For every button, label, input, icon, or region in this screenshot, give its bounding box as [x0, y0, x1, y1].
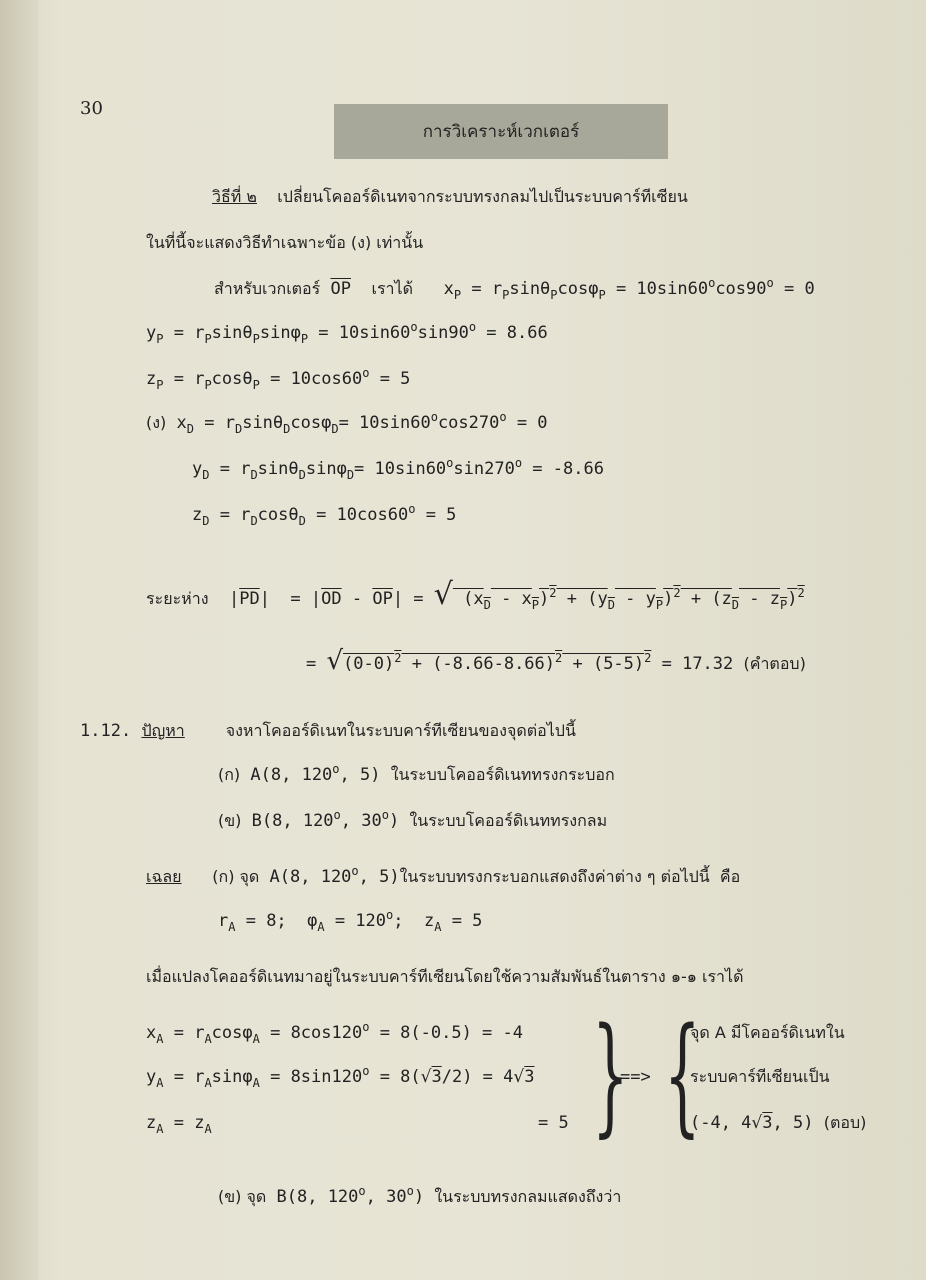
solution-b: (ข) จุด B(8, 120$^o$, 30$^o$) ในระบบทรงกลมแสดงถึงว่า — [218, 1184, 622, 1207]
method2-text: เปลี่ยนโคออร์ดิเนทจากระบบทรงกลมไปเป็นระบบคาร์ทีเซียน — [277, 187, 688, 206]
method2-label: วิธีที่ ๒ — [212, 187, 257, 206]
eq-ya: $y_A = r_A\sin\varphi_A = 8\sin 120^o = 8(√3/2) = 4√3$ — [146, 1064, 535, 1090]
op-line — [214, 278, 815, 300]
problem-text: จงหาโคออร์ดิเนทในระบบคาร์ทีเซียนของจุดต่อไปนี้ — [225, 721, 576, 740]
solution-label: เฉลย — [146, 867, 182, 886]
result-line-2: ระบบคาร์ทีเซียนเป็น — [690, 1067, 830, 1086]
dist-label: ระยะห่าง — [146, 589, 209, 608]
solution-line: เฉลย (ก) จุด A(8, 120$^o$, 5)ในระบบทรงกระบอกแสดงถึงค่าต่าง ๆ ต่อไปนี้ คือ — [146, 864, 741, 887]
op-vector: $\overline{OP}$ — [330, 279, 351, 299]
page-number: 30 — [80, 98, 103, 119]
dist-line-1: ระยะห่าง $|\overline{PD}| = |\overline{OD} - \overline{OP}|$ = √ $(x_D - x_P)^2 + (y_D - y_P)^2 + (z_D - z_P)^2$ — [146, 577, 805, 612]
arrow: ==> — [620, 1067, 651, 1087]
eq-zp: $z_P = r_P\cos\theta_P = 10\cos 60^o = 5$ — [146, 366, 411, 392]
page-edge — [0, 0, 38, 1280]
op-get: เราได้ — [371, 279, 413, 298]
right-brace: } — [592, 1001, 629, 1150]
problem-label: ปัญหา — [141, 721, 185, 740]
eq-zd: $z_D = r_D\cos\theta_D = 10\cos 60^o = 5$ — [192, 502, 457, 528]
problem-number: 1.12. — [80, 721, 132, 741]
eq-xd-label: (ง) — [146, 413, 167, 432]
solution-a-values: $r_A = 8$; $\varphi_A = 120^o$; $z_A = 5$ — [218, 908, 483, 934]
eq-xd: (ง) $x_D = r_D\sin\theta_D\cos\varphi_D= 10\sin 60^o\cos 270^o = 0$ — [146, 410, 548, 436]
eq-yp: $y_P = r_P\sin\theta_P\sin\varphi_P = 10\sin 60^o\sin 90^o = 8.66$ — [146, 320, 548, 346]
problem-b: (ข) B(8, 120$^o$, 30$^o$) ในระบบโคออร์ดิเนททรงกลม — [218, 808, 608, 831]
eq-xa: $x_A = r_A\cos\varphi_A = 8\cos 120^o = 8(-0.5) = -4$ — [146, 1020, 523, 1046]
problem-line — [80, 720, 576, 742]
eq-za: $z_A = z_A$ — [146, 1113, 212, 1136]
convert-text: เมื่อแปลงโคออร์ดิเนทมาอยู่ในระบบคาร์ทีเซียนโดยใช้ความสัมพันธ์ในตาราง ๑-๑ เราได้ — [146, 967, 744, 986]
problem-a: (ก) A(8, 120$^o$, 5) ในระบบโคออร์ดิเนททรงกระบอก — [218, 762, 615, 785]
eq-za-right: = 5 — [538, 1113, 569, 1133]
eq-yd: $y_D = r_D\sin\theta_D\sin\varphi_D= 10\sin 60^o\sin 270^o = -8.66$ — [192, 456, 604, 482]
result-line-3: (-4, 4√3, 5) (ตอบ) — [690, 1113, 867, 1133]
header-title: การวิเคราะห์เวกเตอร์ — [334, 104, 668, 159]
method2-note: ในที่นี้จะแสดงวิธีทำเฉพาะข้อ (ง) เท่านั้น — [146, 233, 424, 252]
left-brace: { — [664, 1001, 701, 1150]
answer-word: (คำตอบ) — [743, 654, 806, 673]
result-line-1: จุด A มีโคออร์ดิเนทใน — [690, 1023, 845, 1042]
eq-xp: $x_P = r_P\sin\theta_P\cos\varphi_P = 10\sin 60^o\cos 90^o = 0$ — [443, 276, 815, 302]
method2-line — [212, 186, 688, 208]
op-intro: สำหรับเวกเตอร์ — [214, 279, 321, 298]
dist-line-2: = $√(0-0)^2 + (-8.66-8.66)^2 + (5-5)^2 = 17.32$ (คำตอบ) — [306, 646, 806, 676]
